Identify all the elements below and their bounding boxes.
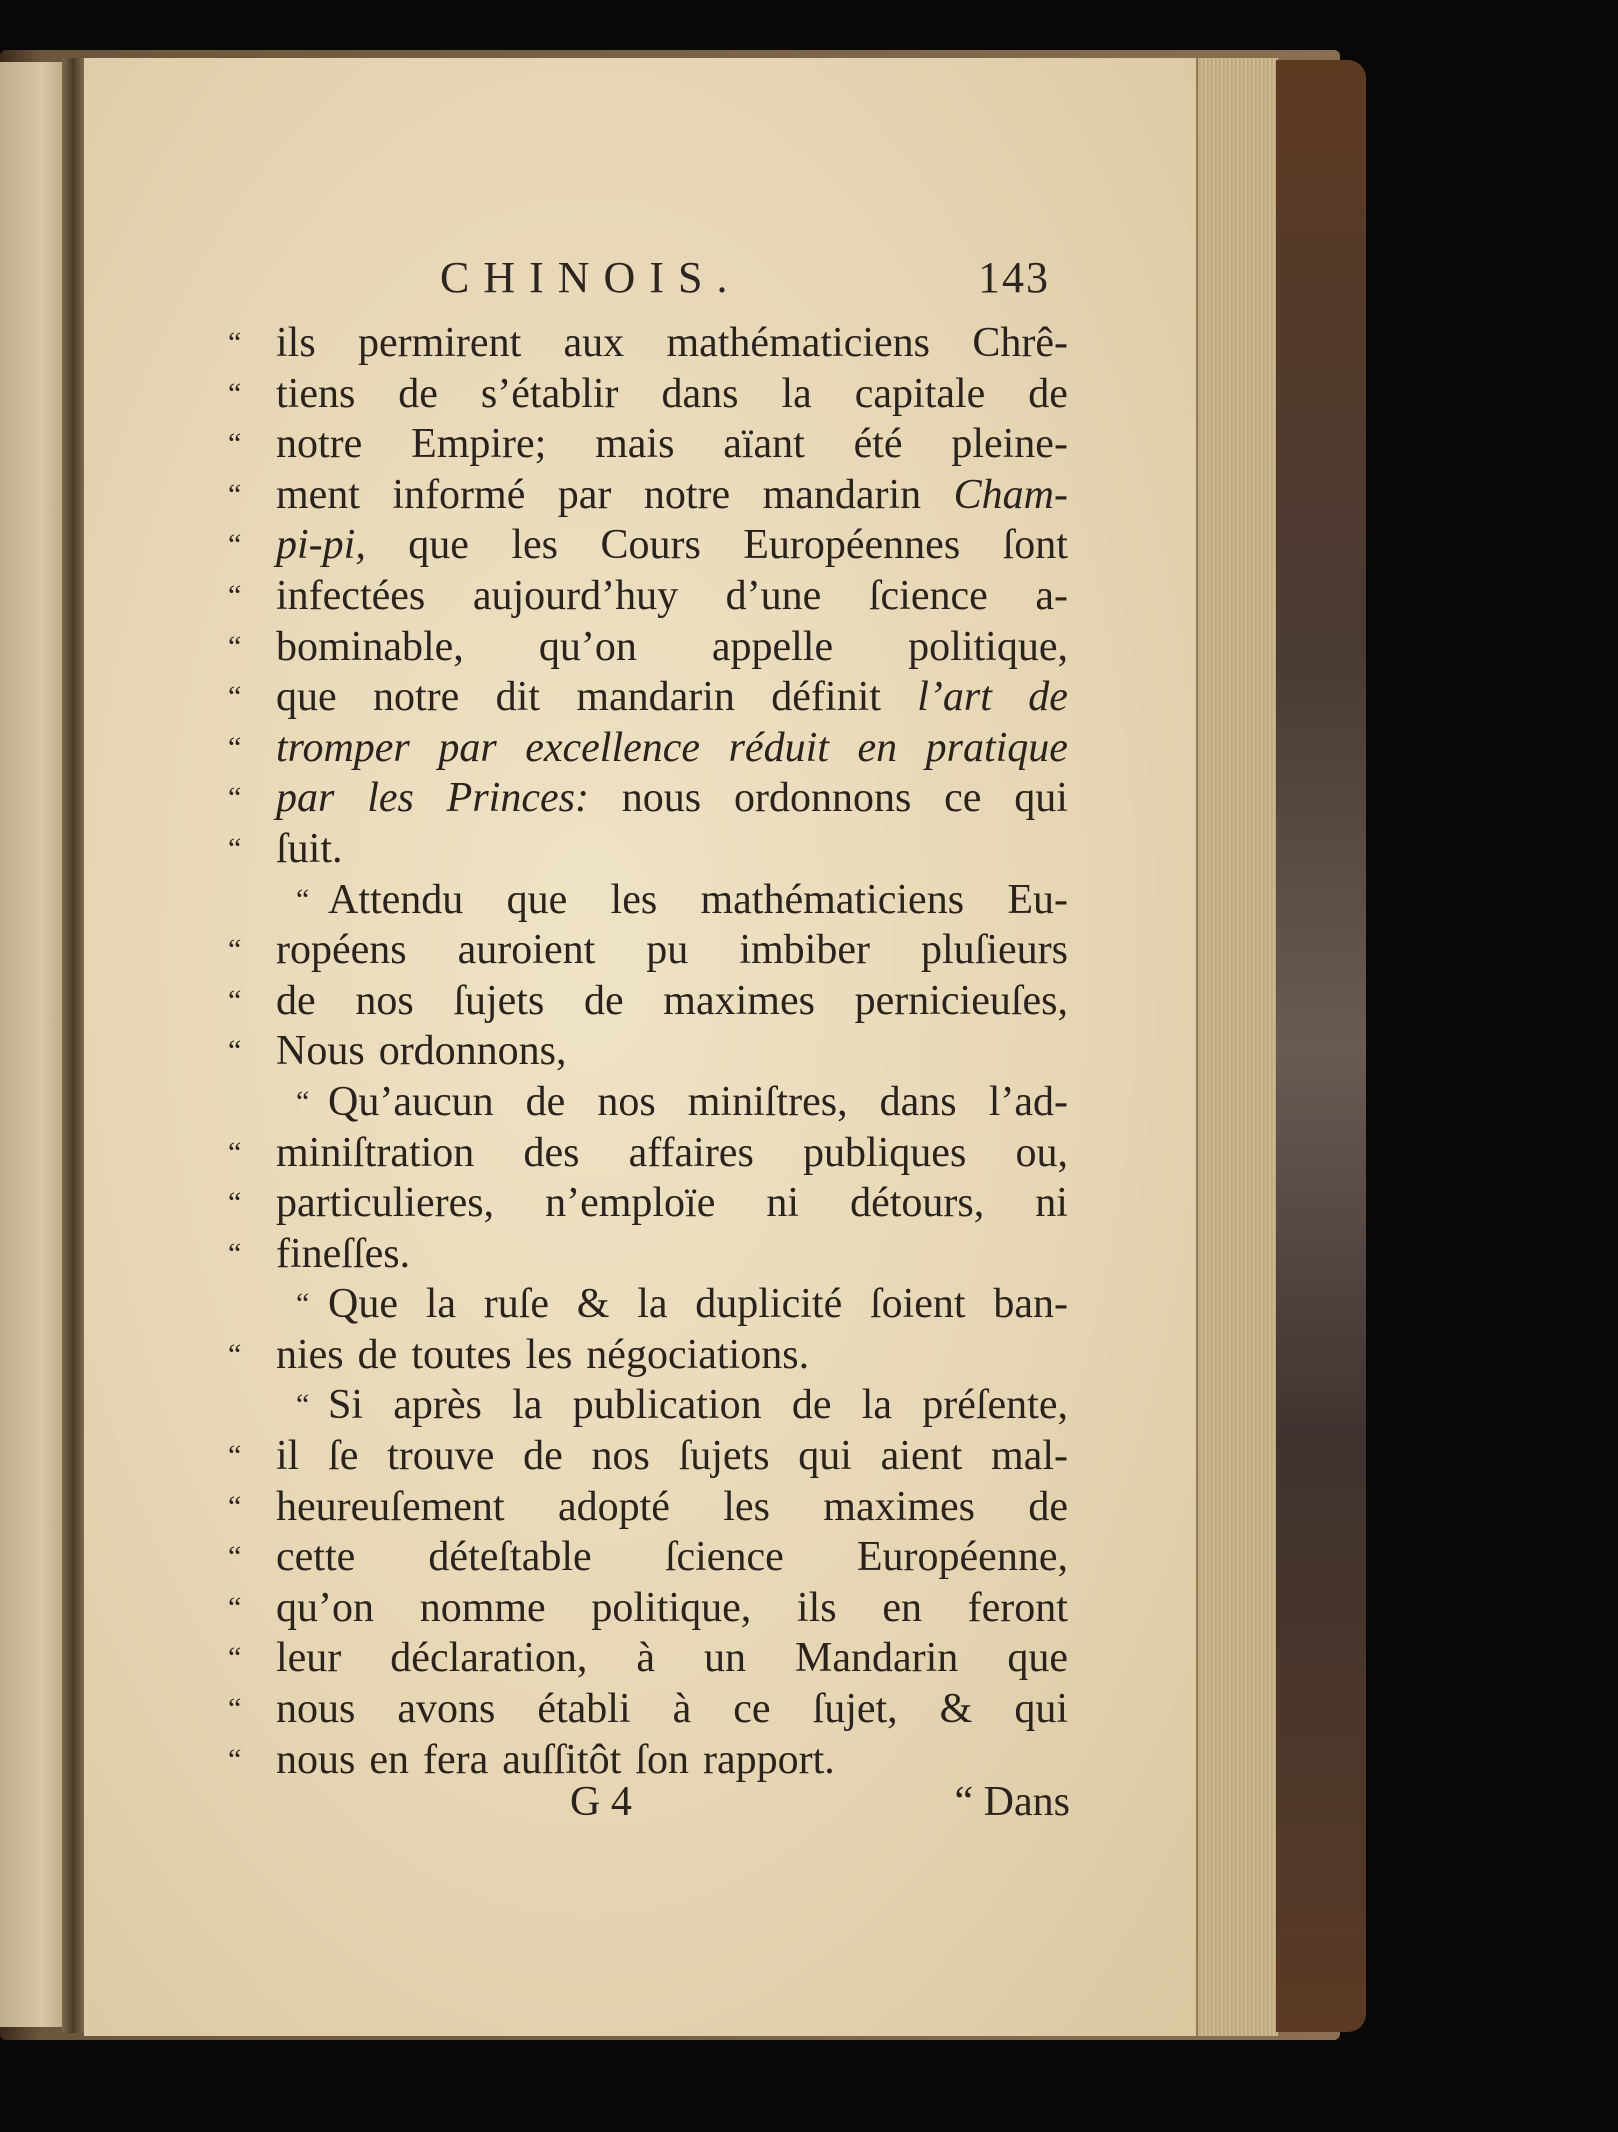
- quote-mark: “: [228, 1034, 242, 1068]
- word: &: [576, 1281, 610, 1328]
- quote-mark: “: [296, 1388, 310, 1422]
- word: de: [276, 977, 316, 1024]
- word: capitale: [854, 370, 986, 417]
- text-line: [228, 1178, 1068, 1229]
- line-text: [276, 1532, 1068, 1583]
- word: aujourd’huy: [472, 572, 679, 619]
- word: Chrê-: [972, 320, 1068, 366]
- quote-mark: “: [228, 1439, 242, 1473]
- line-text: [276, 1229, 1068, 1280]
- word: ou,: [1015, 1129, 1068, 1176]
- word: infectées: [276, 572, 426, 619]
- quote-mark: “: [228, 933, 242, 967]
- quote-mark: “: [228, 528, 242, 562]
- quote-mark: “: [296, 1287, 310, 1321]
- word: après: [393, 1382, 482, 1429]
- line-text: [328, 875, 1068, 926]
- word: miniſtration: [276, 1129, 475, 1176]
- text-line: [228, 318, 1068, 369]
- line-text: [276, 925, 1068, 976]
- word: ni: [766, 1180, 800, 1227]
- signature-mark: G 4: [570, 1779, 632, 1825]
- word: mathématiciens: [666, 320, 931, 366]
- word: politique,: [591, 1584, 752, 1631]
- quote-mark: “: [228, 578, 242, 612]
- word: mathématiciens: [700, 876, 965, 923]
- word: ordonnons: [733, 775, 912, 822]
- word: les: [511, 522, 559, 569]
- word: ſujets: [453, 977, 545, 1024]
- word: par: [276, 775, 335, 822]
- page-number: 143: [978, 253, 1050, 302]
- word: Que: [328, 1281, 398, 1328]
- word: réduit: [728, 724, 829, 771]
- quote-mark: “: [296, 1084, 310, 1118]
- quote-mark: “: [228, 1337, 242, 1371]
- line-text: [276, 976, 1068, 1027]
- quote-mark: “: [228, 1540, 242, 1574]
- word: l’ad-: [988, 1078, 1068, 1125]
- text-line: [228, 1431, 1068, 1482]
- gutter: [62, 58, 84, 2033]
- word: nous: [621, 775, 702, 822]
- text-line: [228, 773, 1068, 824]
- word: dans: [661, 370, 739, 417]
- book-cover: [1276, 60, 1366, 2032]
- word: pluſieurs: [921, 927, 1068, 974]
- quote-mark: “: [228, 326, 242, 359]
- word: pleine-: [951, 421, 1068, 468]
- word: les: [367, 775, 414, 822]
- word: qu’on: [538, 623, 637, 670]
- line-text: [276, 723, 1068, 774]
- text-line: [228, 470, 1068, 521]
- word: ſcience: [868, 572, 988, 619]
- text-line: [228, 723, 1068, 774]
- word: fera: [423, 1736, 489, 1783]
- word: ſujet,: [812, 1686, 898, 1733]
- word: ordonnons,: [378, 1028, 567, 1075]
- word: de: [1028, 674, 1068, 721]
- word: ils: [276, 320, 316, 366]
- line-text: [276, 1482, 1068, 1533]
- quote-mark: “: [228, 781, 242, 815]
- word: l’art: [917, 674, 992, 721]
- line-text: [276, 419, 1068, 470]
- quote-mark: “: [228, 730, 242, 764]
- word: bominable,: [276, 623, 464, 670]
- word: la: [637, 1281, 668, 1328]
- text-line: [228, 520, 1068, 571]
- word: ni: [1035, 1180, 1068, 1227]
- word: nous: [276, 1686, 356, 1733]
- word: la: [781, 370, 812, 417]
- word: dit: [495, 674, 540, 721]
- line-text: [276, 369, 1068, 420]
- line-text: [276, 1026, 1068, 1077]
- word: maximes: [823, 1483, 975, 1530]
- line-text: [276, 824, 1068, 875]
- word: des: [523, 1129, 580, 1176]
- word: Mandarin: [795, 1635, 959, 1682]
- word: excellence: [525, 724, 701, 771]
- word: de: [791, 1382, 832, 1429]
- word: politique,: [908, 623, 1068, 670]
- text-line: [228, 1684, 1068, 1735]
- line-text: [276, 672, 1068, 723]
- line-text: [276, 1684, 1068, 1735]
- word: Qu’aucun: [328, 1078, 494, 1125]
- word: dans: [879, 1078, 957, 1125]
- word: Nous: [276, 1028, 365, 1075]
- text-line: [228, 1380, 1068, 1431]
- text-line: [228, 1330, 1068, 1381]
- line-text: [276, 1128, 1068, 1179]
- word: la: [425, 1281, 457, 1328]
- text-line: [228, 1532, 1068, 1583]
- word: à: [636, 1635, 656, 1682]
- text-line: [228, 925, 1068, 976]
- quote-mark: “: [228, 983, 242, 1017]
- word: a-: [1035, 572, 1068, 619]
- quote-mark: “: [228, 629, 242, 663]
- word: Européennes: [743, 522, 961, 569]
- word: ſon: [635, 1736, 689, 1783]
- word: aïant: [723, 421, 805, 468]
- text-line: [228, 419, 1068, 470]
- quote-mark: “: [228, 427, 242, 461]
- word: un: [704, 1635, 747, 1682]
- text-line: [228, 1128, 1068, 1179]
- word: à: [672, 1686, 692, 1733]
- word: ſoient: [869, 1281, 966, 1328]
- text-line: [228, 1279, 1068, 1330]
- word: heureuſement: [276, 1483, 505, 1530]
- text-line: [228, 1077, 1068, 1128]
- word: qu’on: [276, 1584, 374, 1631]
- word: ce: [733, 1686, 771, 1733]
- word: il: [276, 1433, 300, 1480]
- line-text: [276, 1330, 1068, 1381]
- word: ropéens: [276, 927, 407, 974]
- quote-mark: “: [228, 1236, 242, 1270]
- word: de: [1028, 370, 1068, 417]
- page-footer: [570, 1778, 1070, 1832]
- word: publication: [572, 1382, 762, 1429]
- word: que: [506, 876, 568, 923]
- word: de: [398, 370, 438, 417]
- text-line: [228, 875, 1068, 926]
- word: détours,: [850, 1180, 985, 1227]
- word: nos: [591, 1433, 650, 1480]
- word: la: [512, 1382, 543, 1429]
- word: Européenne,: [856, 1534, 1068, 1581]
- word: pu: [646, 927, 689, 974]
- text-line: [228, 1229, 1068, 1280]
- text-line: [228, 976, 1068, 1027]
- word: rapport.: [702, 1736, 835, 1783]
- word: déteſtable: [428, 1534, 592, 1581]
- quote-mark: “: [228, 1135, 242, 1169]
- word: ſujets: [678, 1433, 770, 1480]
- word: que: [276, 674, 337, 721]
- word: par: [438, 724, 497, 771]
- running-head: CHINOIS.: [440, 253, 742, 302]
- word: trouve: [387, 1433, 495, 1480]
- word: mais: [595, 421, 675, 468]
- word: duplicité: [695, 1281, 843, 1328]
- word: tromper: [276, 724, 410, 771]
- word: la: [861, 1382, 892, 1429]
- word: particulieres,: [276, 1180, 495, 1227]
- word: les: [525, 1331, 573, 1378]
- line-text: [276, 1633, 1068, 1684]
- body-text: [228, 318, 1068, 1785]
- quote-mark: “: [228, 1742, 242, 1776]
- line-text: [276, 773, 1068, 824]
- word: adopté: [557, 1483, 670, 1530]
- line-text: [276, 622, 1068, 673]
- line-text: [276, 1178, 1068, 1229]
- word: notre: [643, 471, 731, 518]
- text-line: [228, 1026, 1068, 1077]
- word: ils: [796, 1584, 837, 1631]
- word: par: [557, 471, 612, 518]
- word: qui: [1014, 775, 1068, 822]
- word: Cham-: [953, 471, 1068, 518]
- word: maximes: [663, 977, 815, 1024]
- page-fore-edge: [1196, 58, 1278, 2036]
- word: feront: [967, 1584, 1068, 1631]
- word: en: [369, 1736, 410, 1783]
- line-text: [328, 1380, 1068, 1431]
- line-text: [328, 1077, 1068, 1128]
- word: informé: [392, 471, 526, 518]
- word: ſuit.: [276, 825, 343, 872]
- line-text: [276, 470, 1068, 521]
- text-line: [228, 622, 1068, 673]
- word: les: [610, 876, 658, 923]
- word: toutes: [411, 1331, 512, 1378]
- word: auroient: [457, 927, 596, 974]
- text-line: [228, 369, 1068, 420]
- word: ſcience: [664, 1534, 784, 1581]
- word: les: [723, 1483, 770, 1530]
- text-line: [228, 571, 1068, 622]
- word: ſe: [328, 1433, 359, 1480]
- word: leur: [276, 1635, 342, 1682]
- word: ment: [276, 471, 360, 518]
- word: qui: [1014, 1686, 1068, 1733]
- word: ce: [944, 775, 982, 822]
- word: en: [882, 1584, 922, 1631]
- word: de: [1028, 1483, 1068, 1530]
- word: préſente,: [922, 1382, 1068, 1429]
- quote-mark: “: [228, 831, 242, 865]
- word: ruſe: [483, 1281, 550, 1328]
- quote-mark: “: [228, 1692, 242, 1726]
- word: affaires: [628, 1129, 754, 1176]
- word: imbiber: [739, 927, 870, 974]
- word: mandarin: [762, 471, 922, 518]
- quote-mark: “: [228, 376, 242, 410]
- line-text: [276, 318, 1068, 369]
- word: permirent: [357, 320, 522, 366]
- line-text: [276, 520, 1068, 571]
- word: appelle: [711, 623, 834, 670]
- word: miniſtres,: [687, 1078, 848, 1125]
- quote-mark: “: [228, 1641, 242, 1675]
- word: fineſſes.: [276, 1230, 411, 1277]
- word: été: [853, 421, 903, 468]
- page-header: [440, 252, 1060, 312]
- word: avons: [397, 1686, 496, 1733]
- word: de: [357, 1331, 398, 1378]
- word: en: [857, 724, 898, 771]
- word: n’emploïe: [545, 1180, 716, 1227]
- word: nomme: [419, 1584, 546, 1631]
- word: pernicieuſes,: [854, 977, 1068, 1024]
- word: de: [525, 1078, 566, 1125]
- word: s’établir: [480, 370, 619, 417]
- word: nous: [276, 1736, 356, 1783]
- word: ſont: [1002, 522, 1068, 569]
- word: nos: [597, 1078, 656, 1125]
- word: Empire;: [411, 421, 547, 468]
- quote-mark: “: [296, 882, 310, 916]
- word: &: [939, 1686, 973, 1733]
- quote-mark: “: [228, 1590, 242, 1624]
- catchword: “ Dans: [954, 1779, 1070, 1825]
- word: que: [408, 522, 469, 569]
- word: pratique: [925, 724, 1068, 771]
- word: déclaration,: [390, 1635, 588, 1682]
- word: aux: [563, 320, 625, 366]
- quote-mark: “: [228, 1489, 242, 1523]
- line-text: [276, 571, 1068, 622]
- word: mandarin: [576, 674, 735, 721]
- text-line: [228, 1482, 1068, 1533]
- text-line: [228, 672, 1068, 723]
- word: auſſitôt: [502, 1736, 622, 1783]
- word: publiques: [802, 1129, 967, 1176]
- word: Si: [328, 1382, 364, 1429]
- word: de: [583, 977, 624, 1024]
- word: établi: [537, 1686, 631, 1733]
- word: Cours: [600, 522, 701, 569]
- word: Eu-: [1007, 876, 1068, 923]
- left-page-edge: [0, 62, 70, 2027]
- text-line: [228, 1583, 1068, 1634]
- word: notre: [276, 421, 363, 468]
- word: ban-: [993, 1281, 1068, 1328]
- word: qui: [798, 1433, 852, 1480]
- line-text: [276, 1583, 1068, 1634]
- line-text: [328, 1279, 1068, 1330]
- text-line: [228, 824, 1068, 875]
- word: tiens: [276, 370, 356, 417]
- word: nos: [355, 977, 414, 1024]
- word: cette: [276, 1534, 356, 1581]
- word: d’une: [725, 572, 822, 619]
- word: aient: [880, 1433, 963, 1480]
- line-text: [276, 1431, 1068, 1482]
- word: négociations.: [586, 1331, 810, 1378]
- quote-mark: “: [228, 1186, 242, 1220]
- word: mal-: [991, 1433, 1068, 1480]
- word: nies: [276, 1331, 344, 1378]
- word: que: [1007, 1635, 1068, 1682]
- quote-mark: “: [228, 680, 242, 714]
- word: Princes:: [446, 775, 589, 822]
- word: pi-pi,: [276, 522, 366, 569]
- word: de: [523, 1433, 563, 1480]
- word: définit: [771, 674, 881, 721]
- word: Attendu: [328, 876, 464, 923]
- quote-mark: “: [228, 477, 242, 511]
- word: notre: [373, 674, 460, 721]
- text-line: [228, 1633, 1068, 1684]
